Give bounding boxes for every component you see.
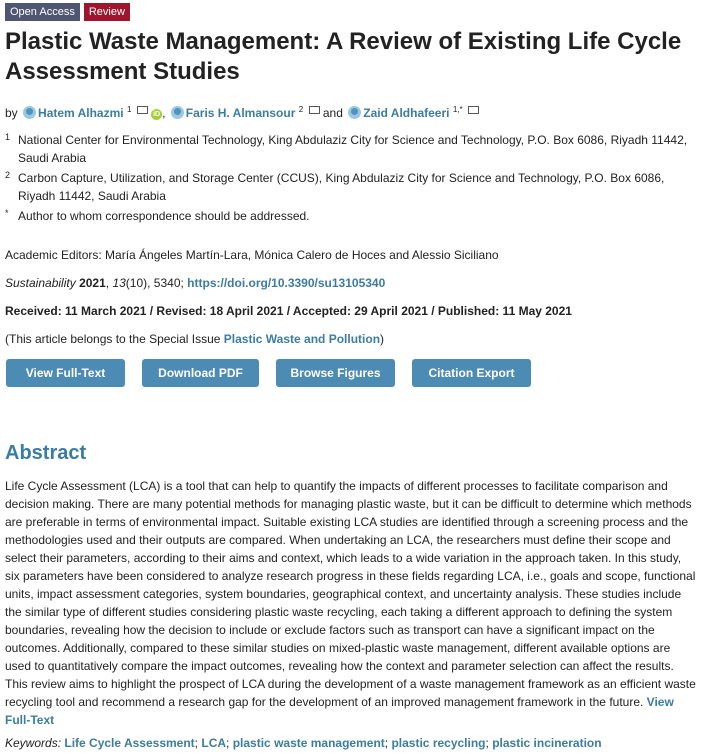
special-issue-line (5, 330, 695, 348)
affiliation-text: Carbon Capture, Utilization, and Storage Center (CCUS), King Abdulaziz City for Science and Technology, P.O. Box 6086, Riyadh 11442, Saudi Arabia (18, 171, 665, 203)
affiliation-item (5, 169, 695, 205)
abstract-heading: Abstract (5, 442, 87, 464)
action-buttons (6, 359, 548, 387)
affiliation-text: Author to whom correspondence should be addressed. (18, 209, 310, 223)
affiliation-text: National Center for Environmental Technology, King Abdulaziz City for Science and Technology, P.O. Box 6086, Riyadh 11442, Saudi Arabia (18, 133, 688, 165)
view-full-text-button[interactable]: View Full-Text (6, 359, 125, 387)
keyword-link[interactable]: LCA (201, 736, 227, 750)
citation-rest: (10), 5340; (125, 276, 188, 290)
special-issue-suffix: ) (380, 332, 385, 346)
keyword-separator: ; (485, 736, 489, 750)
keywords-label: Keywords: (5, 736, 62, 750)
citation-export-button[interactable]: Citation Export (412, 359, 531, 387)
affiliation-list (5, 131, 695, 227)
person-icon (348, 106, 361, 119)
email-icon[interactable] (309, 106, 320, 114)
author-affil-sup: 1,* (452, 105, 463, 114)
citation-line (5, 274, 695, 292)
affiliation-number: 2 (5, 170, 11, 180)
author-link[interactable]: Hatem Alhazmi (38, 106, 124, 120)
academic-editors: Academic Editors: María Ángeles Martín-Lara, Mónica Calero de Hoces and Alessio Siciliano (5, 248, 499, 262)
keywords-line (5, 734, 695, 752)
journal-name: Sustainability (5, 276, 76, 290)
and-label: and (322, 106, 343, 120)
affiliation-number: * (5, 208, 9, 218)
keyword-separator: ; (226, 736, 230, 750)
doi-link[interactable]: https://doi.org/10.3390/su13105340 (187, 276, 386, 290)
download-pdf-button[interactable]: Download PDF (142, 359, 259, 387)
keyword-link[interactable]: plastic waste management (232, 736, 385, 750)
keyword-separator: ; (194, 736, 199, 750)
keyword-link[interactable]: Life Cycle Assessment (64, 736, 195, 750)
citation-year: 2021 (79, 276, 106, 290)
special-issue-link[interactable]: Plastic Waste and Pollution (223, 332, 381, 346)
citation-volume: 13 (112, 276, 126, 290)
email-icon[interactable] (468, 106, 479, 114)
author-separator: , (162, 106, 166, 120)
person-icon (171, 106, 184, 119)
publication-dates: Received: 11 March 2021 / Revised: 18 April 2021 / Accepted: 29 April 2021 / Published: 11 May 2021 (5, 304, 572, 318)
abstract-body: Life Cycle Assessment (LCA) is a tool that can help to quantify the impacts of different processes to facilitate comparison and decision making. There are many potential methods for managing plastic waste, but it can be difficult to determine which methods are preferable in terms of environmental impact. Suitable existing LCA studies are identified through a screening process and the methodologies used and their outputs are compared. When undertaking an LCA, the researchers must define their scope and select their parameters, according to their aims and context, which leads to a wide variation in the approach taken. In this study, six parameters have been considered to analyze research progress in these fields regarding LCA, i.e., goals and scope, functional units, impact assessment categories, system boundaries, geographical context, and uncertainty analysis. These studies include the similar type of different studies considering plastic waste recycling, each taking a different approach to defining the system boundaries, revealing how the decision to include or exclude factors such as transport can have a significant impact on the outcomes. Additionally, compared to these similar studies on mixed-plastic waste management, different available options are used to quantitatively compare the impact outcomes, revealing how the context and parameter selection can affect the results. This review aims to highlight the prospect of LCA during the development of a waste management framework as an efficient waste recycling tool and recommend a research gap for the development of an improved management framework in the future. (5, 479, 696, 709)
article-title: Plastic Waste Management: A Review of Existing Life Cycle Assessment Studies (5, 28, 682, 85)
keyword-separator: ; (384, 736, 389, 750)
badge-row (5, 3, 130, 21)
open-access-badge[interactable]: Open Access (5, 3, 80, 21)
citation-comma: , (105, 276, 113, 290)
orcid-icon[interactable]: iD (153, 111, 161, 118)
author-byline (5, 101, 695, 122)
browse-figures-button[interactable]: Browse Figures (276, 359, 395, 387)
affiliation-item (5, 131, 695, 167)
special-issue-prefix: (This article belongs to the Special Issue (5, 332, 224, 346)
article-type-badge[interactable]: Review (84, 3, 130, 21)
affiliation-item (5, 207, 695, 225)
by-label: by (5, 106, 18, 120)
keyword-link[interactable]: plastic recycling (391, 736, 486, 750)
abstract-text (5, 477, 697, 729)
author-affil-sup: 1 (126, 105, 132, 114)
email-icon[interactable] (137, 106, 148, 114)
keyword-link[interactable]: plastic incineration (492, 736, 602, 750)
abstract-full-text-link[interactable]: View Full-Text (5, 695, 674, 727)
person-icon (23, 106, 36, 119)
author-link[interactable]: Faris H. Almansour (185, 106, 296, 120)
author-affil-sup: 2 (298, 105, 304, 114)
affiliation-number: 1 (5, 132, 11, 142)
author-link[interactable]: Zaid Aldhafeeri (363, 106, 450, 120)
